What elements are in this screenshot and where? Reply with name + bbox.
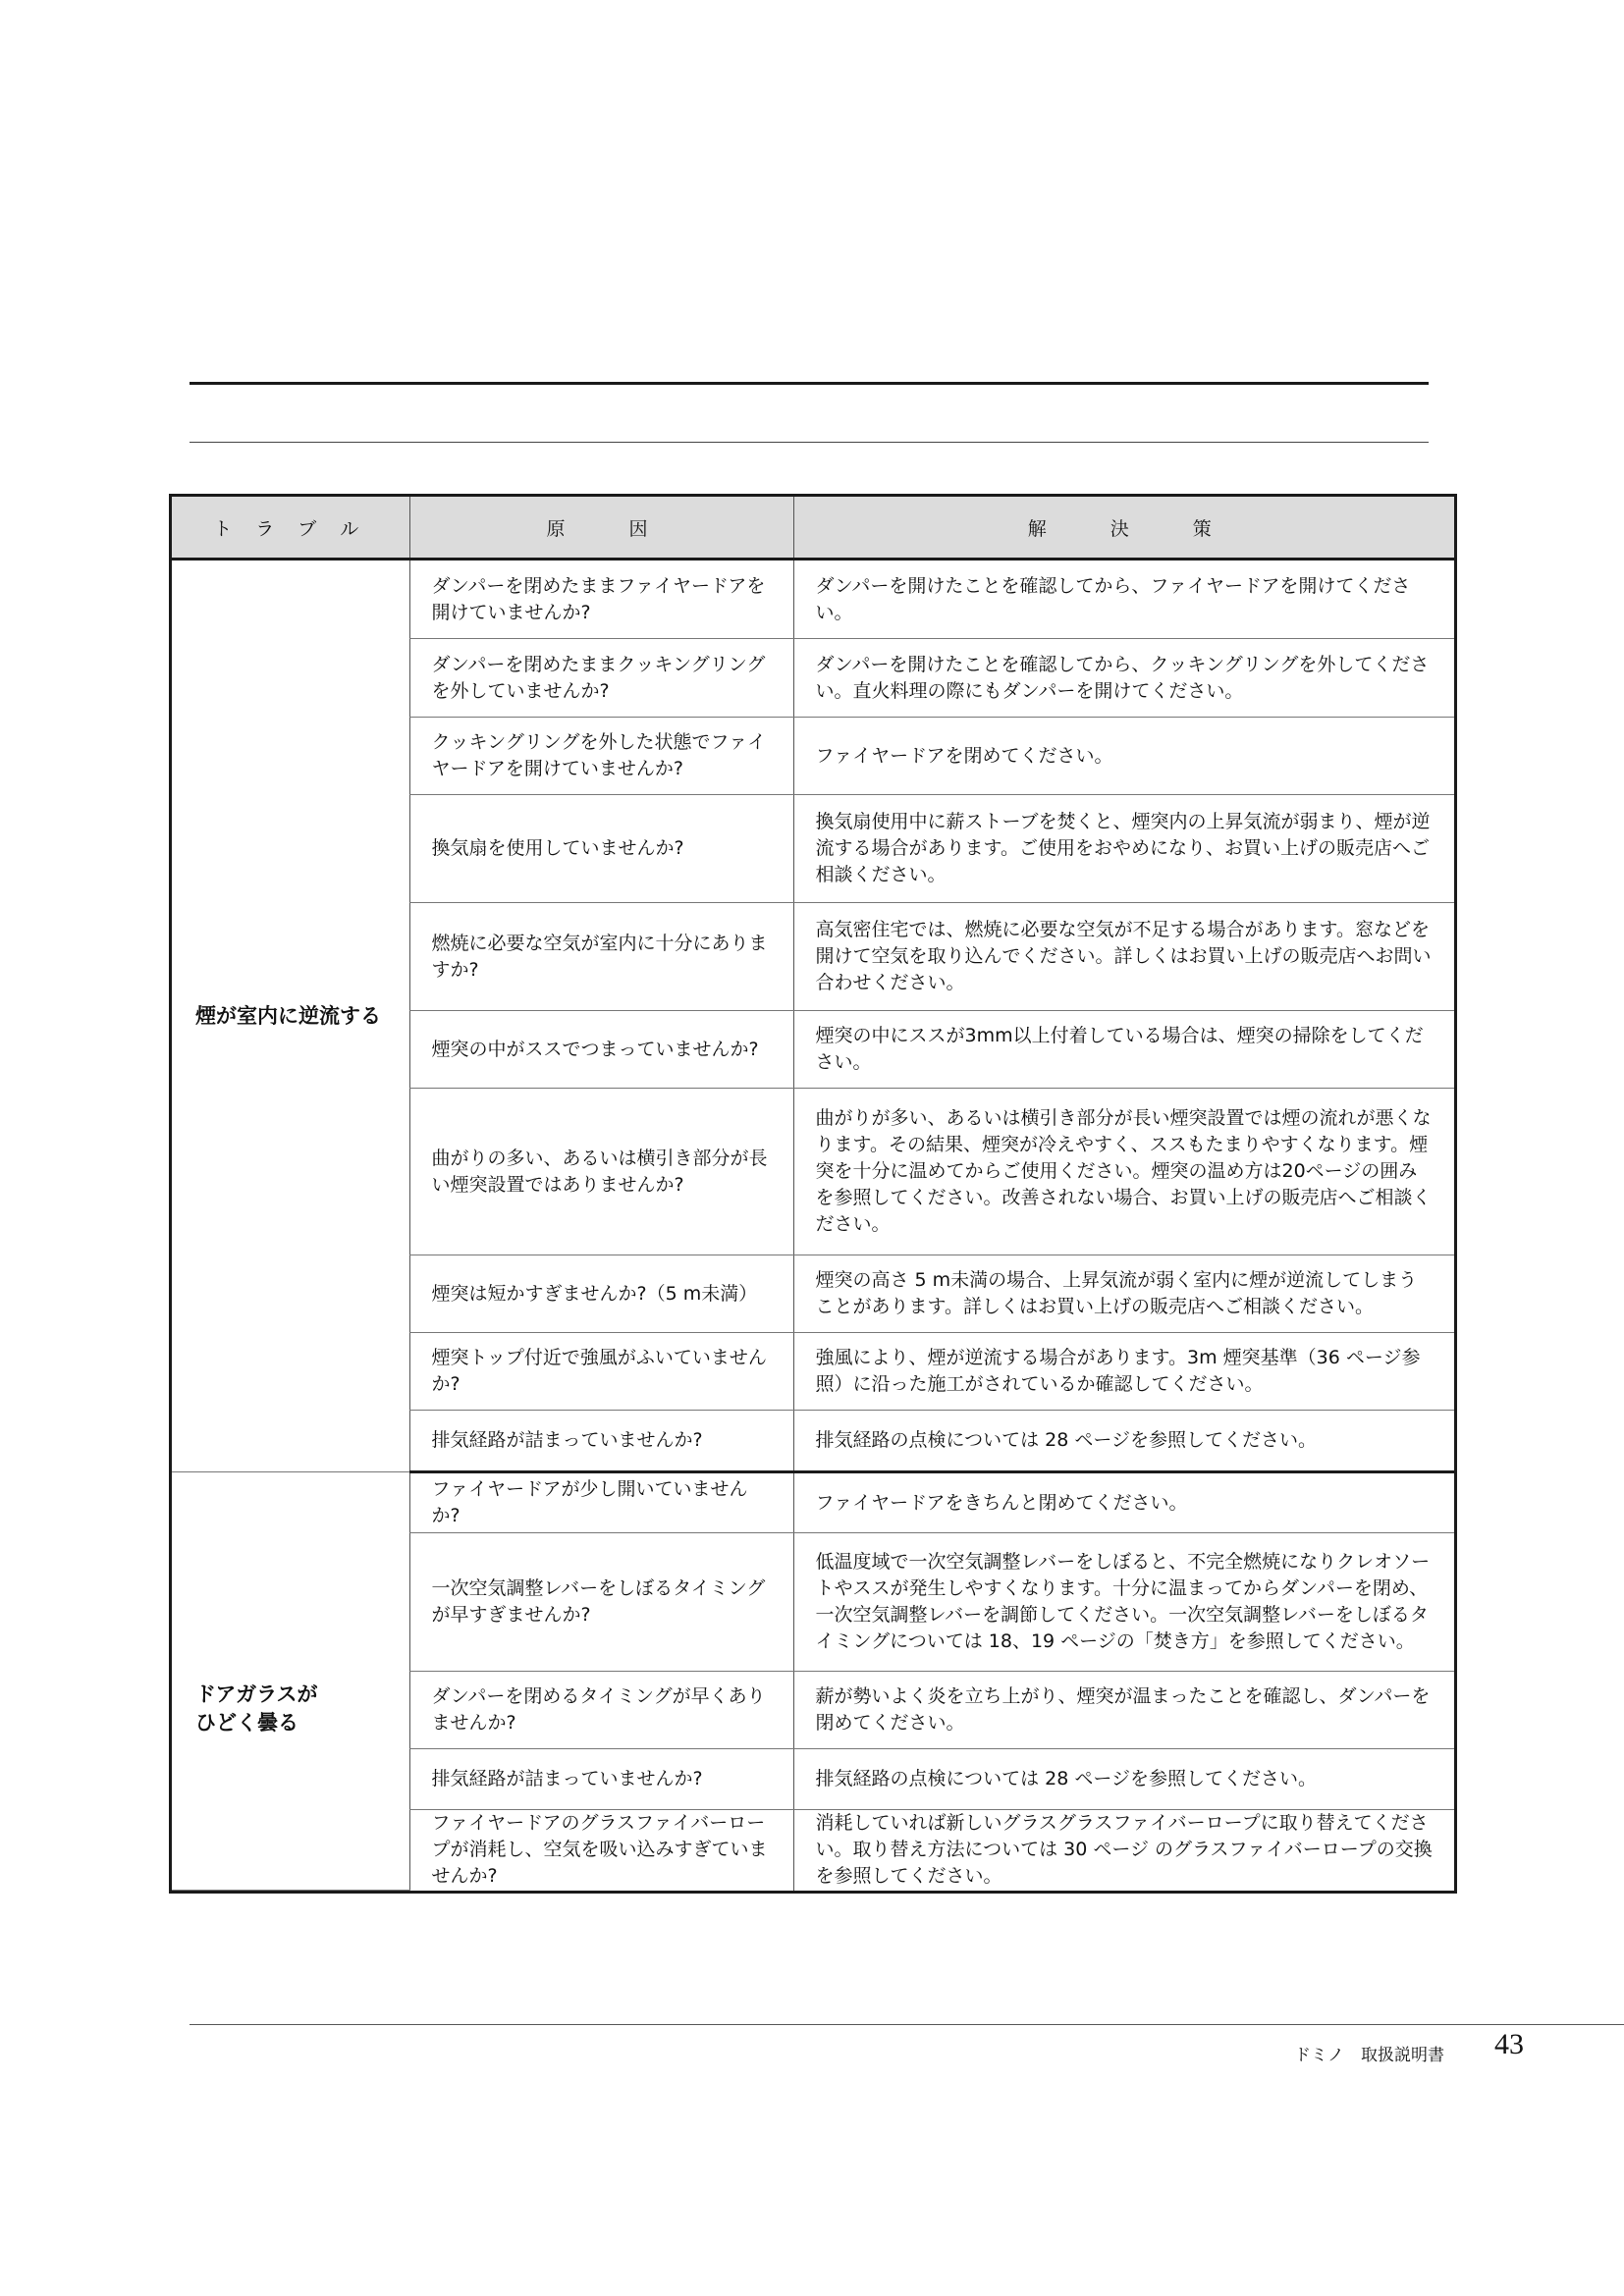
cause-cell: ダンパーを閉めるタイミングが早くありませんか? xyxy=(409,1672,793,1749)
solution-cell: 排気経路の点検については 28 ページを参照してください。 xyxy=(793,1749,1454,1810)
solution-cell: 曲がりが多い、あるいは横引き部分が長い煙突設置では煙の流れが悪くなります。その結果、煙突が冷えやすく、ススもたまりやすくなります。煙突を十分に温めてからご使用ください。煙突の温め方は20ページの囲みを参照してください。改善されない場合、お買い上げの販売店へご相談ください。 xyxy=(793,1089,1454,1255)
solution-cell: ダンパーを開けたことを確認してから、ファイヤードアを開けてください。 xyxy=(793,560,1454,639)
solution-cell: 消耗していれば新しいグラスグラスファイバーロープに取り替えてください。取り替え方法については 30 ページ のグラスファイバーロープの交換を参照してください。 xyxy=(793,1810,1454,1891)
header-cause: 原 因 xyxy=(409,497,793,560)
solution-cell: 薪が勢いよく炎を立ち上がり、煙突が温まったことを確認し、ダンパーを閉めてください。 xyxy=(793,1672,1454,1749)
solution-cell: ダンパーを開けたことを確認してから、クッキングリングを外してください。直火料理の際にもダンパーを開けてください。 xyxy=(793,639,1454,718)
solution-cell: ファイヤードアを閉めてください。 xyxy=(793,718,1454,795)
trouble-door-glass-fogging xyxy=(172,1472,409,1891)
cause-cell: ファイヤードアが少し開いていませんか? xyxy=(409,1472,793,1533)
solution-cell: 換気扇使用中に薪ストーブを焚くと、煙突内の上昇気流が弱まり、煙が逆流する場合があります。ご使用をおやめになり、お買い上げの販売店へご相談ください。 xyxy=(793,795,1454,903)
cause-cell: 排気経路が詰まっていませんか? xyxy=(409,1411,793,1472)
solution-cell: 高気密住宅では、燃焼に必要な空気が不足する場合があります。窓などを開けて空気を取り込んでください。詳しくはお買い上げの販売店へお問い合わせください。 xyxy=(793,903,1454,1011)
cause-cell: ダンパーを閉めたままクッキングリングを外していませんか? xyxy=(409,639,793,718)
table-header-row xyxy=(172,497,1454,560)
cause-cell: クッキングリングを外した状態でファイヤードアを開けていませんか? xyxy=(409,718,793,795)
header-trouble: ト ラ ブ ル xyxy=(172,497,409,560)
trouble-label: ドアガラスが ひどく曇る xyxy=(195,1682,318,1735)
trouble-smoke-backflow: 煙が室内に逆流する xyxy=(172,560,409,1472)
solution-cell: 煙突の中にススが3mm以上付着している場合は、煙突の掃除をしてください。 xyxy=(793,1011,1454,1089)
cause-cell: 燃焼に必要な空気が室内に十分にありますか? xyxy=(409,903,793,1011)
solution-cell: ファイヤードアをきちんと閉めてください。 xyxy=(793,1472,1454,1533)
cause-cell: 煙突の中がススでつまっていませんか? xyxy=(409,1011,793,1089)
solution-cell: 低温度域で一次空気調整レバーをしぼると、不完全燃焼になりクレオソートやススが発生しやすくなります。十分に温まってからダンパーを閉め、一次空気調整レバーを調節してください。一次空気調整レバーをしぼるタイミングについては 18、19 ページの「焚き方」を参照してください。 xyxy=(793,1533,1454,1672)
cause-cell: ダンパーを閉めたままファイヤードアを開けていませんか? xyxy=(409,560,793,639)
table-row xyxy=(172,1472,1454,1533)
cause-cell: 煙突トップ付近で強風がふいていませんか? xyxy=(409,1333,793,1411)
solution-cell: 強風により、煙が逆流する場合があります。3m 煙突基準（36 ページ参照）に沿った施工がされているか確認してください。 xyxy=(793,1333,1454,1411)
troubleshooting-table xyxy=(169,494,1457,1894)
cause-cell: 曲がりの多い、あるいは横引き部分が長い煙突設置ではありませんか? xyxy=(409,1089,793,1255)
header-solution: 解 決 策 xyxy=(793,497,1454,560)
table-row xyxy=(172,560,1454,639)
cause-cell: 一次空気調整レバーをしぼるタイミングが早すぎませんか? xyxy=(409,1533,793,1672)
header-rule-thin xyxy=(189,442,1429,443)
cause-cell: 排気経路が詰まっていませんか? xyxy=(409,1749,793,1810)
cause-cell: ファイヤードアのグラスファイバーロープが消耗し、空気を吸い込みすぎていませんか? xyxy=(409,1810,793,1891)
cause-cell: 煙突は短かすぎませんか?（5 m未満） xyxy=(409,1255,793,1333)
footer-manual-title: ドミノ 取扱説明書 xyxy=(1294,2046,1444,2065)
cause-cell: 換気扇を使用していませんか? xyxy=(409,795,793,903)
solution-cell: 煙突の高さ 5 m未満の場合、上昇気流が弱く室内に煙が逆流してしまうことがあります。詳しくはお買い上げの販売店へご相談ください。 xyxy=(793,1255,1454,1333)
footer-rule xyxy=(189,2024,1624,2025)
header-rule-thick xyxy=(189,382,1429,385)
solution-cell: 排気経路の点検については 28 ページを参照してください。 xyxy=(793,1411,1454,1472)
page-number: 43 xyxy=(1494,2028,1524,2060)
